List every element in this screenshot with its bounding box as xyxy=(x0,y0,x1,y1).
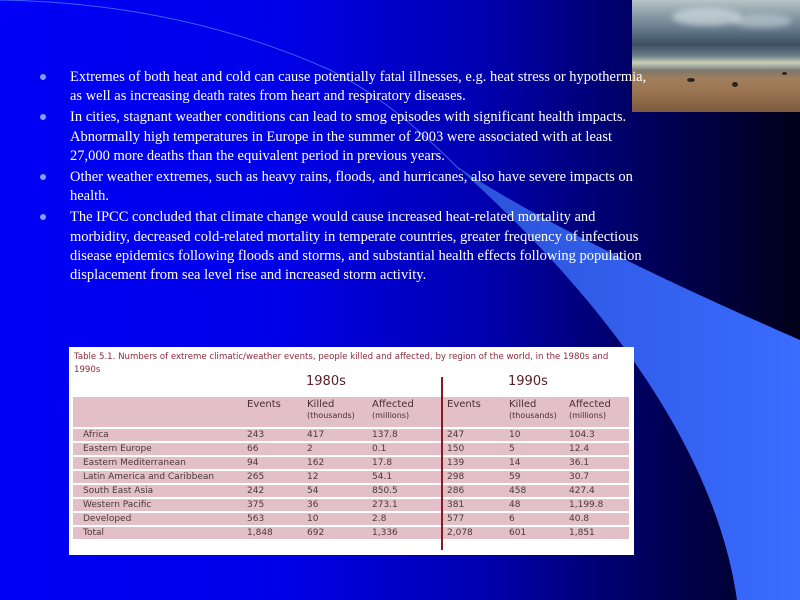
cell-region: Western Pacific xyxy=(73,499,247,511)
cell-region: Africa xyxy=(73,429,247,441)
cell-events-1980s: 94 xyxy=(247,457,307,469)
cell-killed-1980s: 12 xyxy=(307,471,372,483)
cell-region: Eastern Mediterranean xyxy=(73,457,247,469)
table-row xyxy=(73,499,629,511)
bullet-text: Extremes of both heat and cold can cause potentially fatal illnesses, e.g. heat stress or hypothermia, as well as increasing death rates from heart and respiratory diseases. xyxy=(70,69,647,105)
cell-affected-1980s: 17.8 xyxy=(372,457,439,469)
table-row xyxy=(73,443,629,455)
bullet-dot-icon xyxy=(40,74,46,80)
table-header-row xyxy=(73,397,629,427)
cell-affected-1990s: 30.7 xyxy=(569,471,629,483)
bullet-text: In cities, stagnant weather conditions can lead to smog episodes with significant health impacts. Abnormally high temperatures in Europe in the summer of 2003 were associated with at least 27,000 more deaths than the equivalent period in previous years. xyxy=(70,109,627,164)
cell-events-1980s: 265 xyxy=(247,471,307,483)
cell-killed-1980s: 54 xyxy=(307,485,372,497)
climate-events-table-image xyxy=(69,347,634,555)
table-row xyxy=(73,513,629,525)
bullet-text: The IPCC concluded that climate change would cause increased heat-related mortality and morbidity, decreased cold-related mortality in temperate countries, greater frequency of infectious disease epidemics following floods and storms, and substantial health effects following population displacement from sea level rise and increased storm activity. xyxy=(70,209,642,284)
bullet-list xyxy=(38,68,648,287)
cell-affected-1990s: 1,851 xyxy=(569,527,629,539)
cell-affected-1980s: 54.1 xyxy=(372,471,439,483)
cell-affected-1990s: 1,199.8 xyxy=(569,499,629,511)
cell-affected-1990s: 40.8 xyxy=(569,513,629,525)
cell-events-1990s: 150 xyxy=(439,443,509,455)
cell-events-1990s: 298 xyxy=(439,471,509,483)
bullet-item xyxy=(38,68,648,106)
cell-affected-1980s: 273.1 xyxy=(372,499,439,511)
cell-affected-1990s: 12.4 xyxy=(569,443,629,455)
column-header-killed-1980s: Killed (thousands) xyxy=(307,397,372,427)
bullet-item xyxy=(38,168,648,206)
bullet-dot-icon xyxy=(40,114,46,120)
data-table xyxy=(73,395,629,541)
cell-region: Eastern Europe xyxy=(73,443,247,455)
column-header-killed-1990s: Killed (thousands) xyxy=(509,397,569,427)
cell-killed-1990s: 601 xyxy=(509,527,569,539)
cell-affected-1980s: 2.8 xyxy=(372,513,439,525)
bullet-item xyxy=(38,208,648,285)
cell-region: Developed xyxy=(73,513,247,525)
cell-killed-1990s: 6 xyxy=(509,513,569,525)
cell-affected-1980s: 0.1 xyxy=(372,443,439,455)
cell-killed-1990s: 458 xyxy=(509,485,569,497)
cell-killed-1980s: 2 xyxy=(307,443,372,455)
cell-affected-1980s: 1,336 xyxy=(372,527,439,539)
stormy-beach-photo xyxy=(632,0,800,112)
table-row xyxy=(73,471,629,483)
cell-killed-1990s: 10 xyxy=(509,429,569,441)
cell-events-1980s: 375 xyxy=(247,499,307,511)
table-row xyxy=(73,485,629,497)
column-header-events-1990s: Events xyxy=(439,397,509,427)
cell-events-1990s: 381 xyxy=(439,499,509,511)
column-header-affected-1990s: Affected (millions) xyxy=(569,397,629,427)
cell-events-1980s: 243 xyxy=(247,429,307,441)
cell-events-1990s: 2,078 xyxy=(439,527,509,539)
cell-affected-1990s: 104.3 xyxy=(569,429,629,441)
bullet-dot-icon xyxy=(40,174,46,180)
bullet-dot-icon xyxy=(40,214,46,220)
cell-events-1990s: 139 xyxy=(439,457,509,469)
decade-label-1980s: 1980s xyxy=(306,374,346,389)
cell-affected-1990s: 427.4 xyxy=(569,485,629,497)
cell-affected-1980s: 137.8 xyxy=(372,429,439,441)
cell-events-1990s: 286 xyxy=(439,485,509,497)
column-header-region xyxy=(73,397,247,427)
cell-region: South East Asia xyxy=(73,485,247,497)
table-row-total xyxy=(73,527,629,539)
cell-events-1980s: 563 xyxy=(247,513,307,525)
table-row xyxy=(73,429,629,441)
bullet-item xyxy=(38,108,648,166)
cell-events-1990s: 247 xyxy=(439,429,509,441)
column-header-affected-1980s: Affected (millions) xyxy=(372,397,439,427)
cell-affected-1980s: 850.5 xyxy=(372,485,439,497)
cell-killed-1990s: 48 xyxy=(509,499,569,511)
cell-affected-1990s: 36.1 xyxy=(569,457,629,469)
cell-events-1980s: 242 xyxy=(247,485,307,497)
cell-region: Total xyxy=(73,527,247,539)
cell-killed-1980s: 692 xyxy=(307,527,372,539)
cell-killed-1990s: 59 xyxy=(509,471,569,483)
cell-events-1980s: 1,848 xyxy=(247,527,307,539)
cell-killed-1980s: 10 xyxy=(307,513,372,525)
bullet-text: Other weather extremes, such as heavy rains, floods, and hurricanes, also have severe impacts on health. xyxy=(70,169,633,205)
cell-events-1990s: 577 xyxy=(439,513,509,525)
decade-divider-line xyxy=(441,377,443,550)
table-caption: Table 5.1. Numbers of extreme climatic/weather events, people killed and affected, by region of the world, in the 1980s and 1990s xyxy=(74,352,609,375)
cell-killed-1990s: 14 xyxy=(509,457,569,469)
decade-label-1990s: 1990s xyxy=(508,374,548,389)
cell-killed-1980s: 417 xyxy=(307,429,372,441)
cell-killed-1980s: 36 xyxy=(307,499,372,511)
cell-region: Latin America and Caribbean xyxy=(73,471,247,483)
cell-killed-1980s: 162 xyxy=(307,457,372,469)
table-row xyxy=(73,457,629,469)
column-header-events-1980s: Events xyxy=(247,397,307,427)
cell-events-1980s: 66 xyxy=(247,443,307,455)
cell-killed-1990s: 5 xyxy=(509,443,569,455)
